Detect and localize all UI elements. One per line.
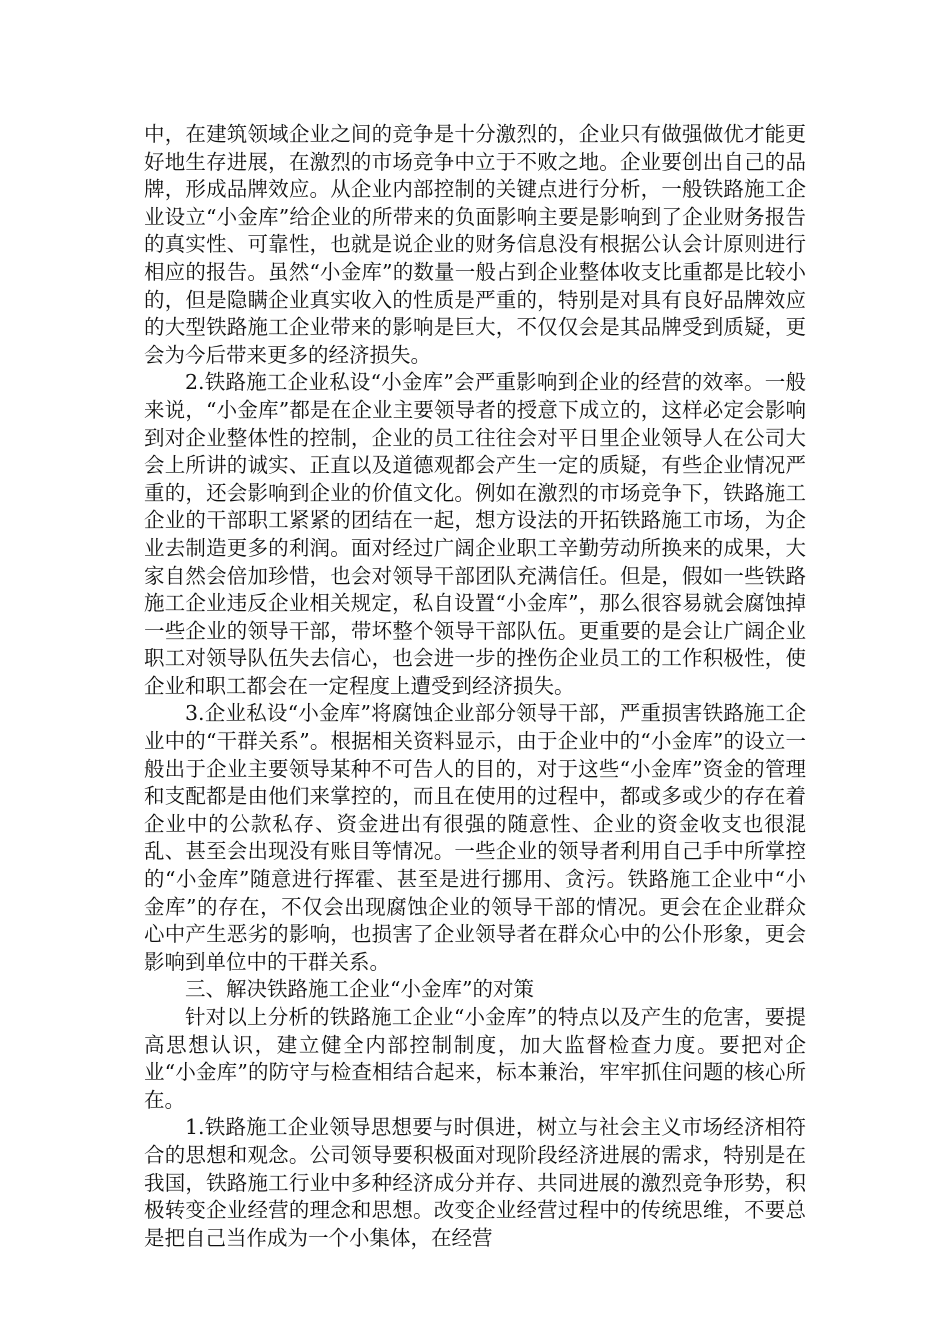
paragraph-3: 3.企业私设“小金库”将腐蚀企业部分领导干部，严重损害铁路施工企业中的“干群关系”。根据相关资料显示，由于企业中的“小金库”的设立一般出于企业主要领导某种不可告人的目的，对于这些“小金库”资金的管理和支配都是由他们来掌控的，而且在使用的过程中，都或多或少的存在着企业中的公款私存、资金进出有很强的随意性、企业的资金收支也很混乱、甚至会出现没有账目等情况。一些企业的领导者利用自己手中所掌控的“小金库”随意进行挥霍、甚至是进行挪用、贪污。铁路施工企业中“小金库”的存在，不仅会出现腐蚀企业的领导干部的情况。更会在企业群众心中产生恶劣的影响，也损害了企业领导者在群众心中的公仆形象，更会影响到单位中的干群关系。 [144,701,806,974]
paragraph-5: 1.铁路施工企业领导思想要与时俱进，树立与社会主义市场经济相符合的思想和观念。公司领导要积极面对现阶段经济进展的需求，特别是在我国，铁路施工行业中多种经济成分并存、共同进展的激烈竞争形势，积极转变企业经营的理念和思想。改变企业经营过程中的传统思维，不要总是把自己当作成为一个小集体，在经营 [144,1115,806,1250]
document-body [144,121,806,1252]
paragraph-4: 针对以上分析的铁路施工企业“小金库”的特点以及产生的危害，要提高思想认识，建立健全内部控制制度，加大监督检查力度。要把对企业“小金库”的防守与检查相结合起来，标本兼治，牢牢抓住问题的核心所在。 [144,1005,806,1112]
paragraph-1: 中，在建筑领域企业之间的竞争是十分激烈的，企业只有做强做优才能更好地生存进展，在激烈的市场竞争中立于不败之地。企业要创出自己的品牌，形成品牌效应。从企业内部控制的关键点进行分析，一般铁路施工企业设立“小金库”给企业的所带来的负面影响主要是影响到了企业财务报告的真实性、可靠性，也就是说企业的财务信息没有根据公认会计原则进行相应的报告。虽然“小金库”的数量一般占到企业整体收支比重都是比较小的，但是隐瞒企业真实收入的性质是严重的，特别是对具有良好品牌效应的大型铁路施工企业带来的影响是巨大，不仅仅会是其品牌受到质疑，更会为今后带来更多的经济损失。 [144,122,806,367]
paragraph-2: 2.铁路施工企业私设“小金库”会严重影响到企业的经营的效率。一般来说，“小金库”都是在企业主要领导者的授意下成立的，这样必定会影响到对企业整体性的控制，企业的员工往往会对平日里企业领导人在公司大会上所讲的诚实、正直以及道德观都会产生一定的质疑，有些企业情况严重的，还会影响到企业的价值文化。例如在激烈的市场竞争下，铁路施工企业的干部职工紧紧的团结在一起，想方设法的开拓铁路施工市场，为企业去制造更多的利润。面对经过广阔企业职工辛勤劳动所换来的成果，大家自然会倍加珍惜，也会对领导干部团队充满信任。但是，假如一些铁路施工企业违反企业相关规定，私自设置“小金库”，那么很容易就会腐蚀掉一些企业的领导干部，带坏整个领导干部队伍。更重要的是会让广阔企业职工对领导队伍失去信心，也会进一步的挫伤企业员工的工作积极性，使企业和职工都会在一定程度上遭受到经济损失。 [144,370,806,698]
section-heading: 三、解决铁路施工企业“小金库”的对策 [185,977,534,1002]
